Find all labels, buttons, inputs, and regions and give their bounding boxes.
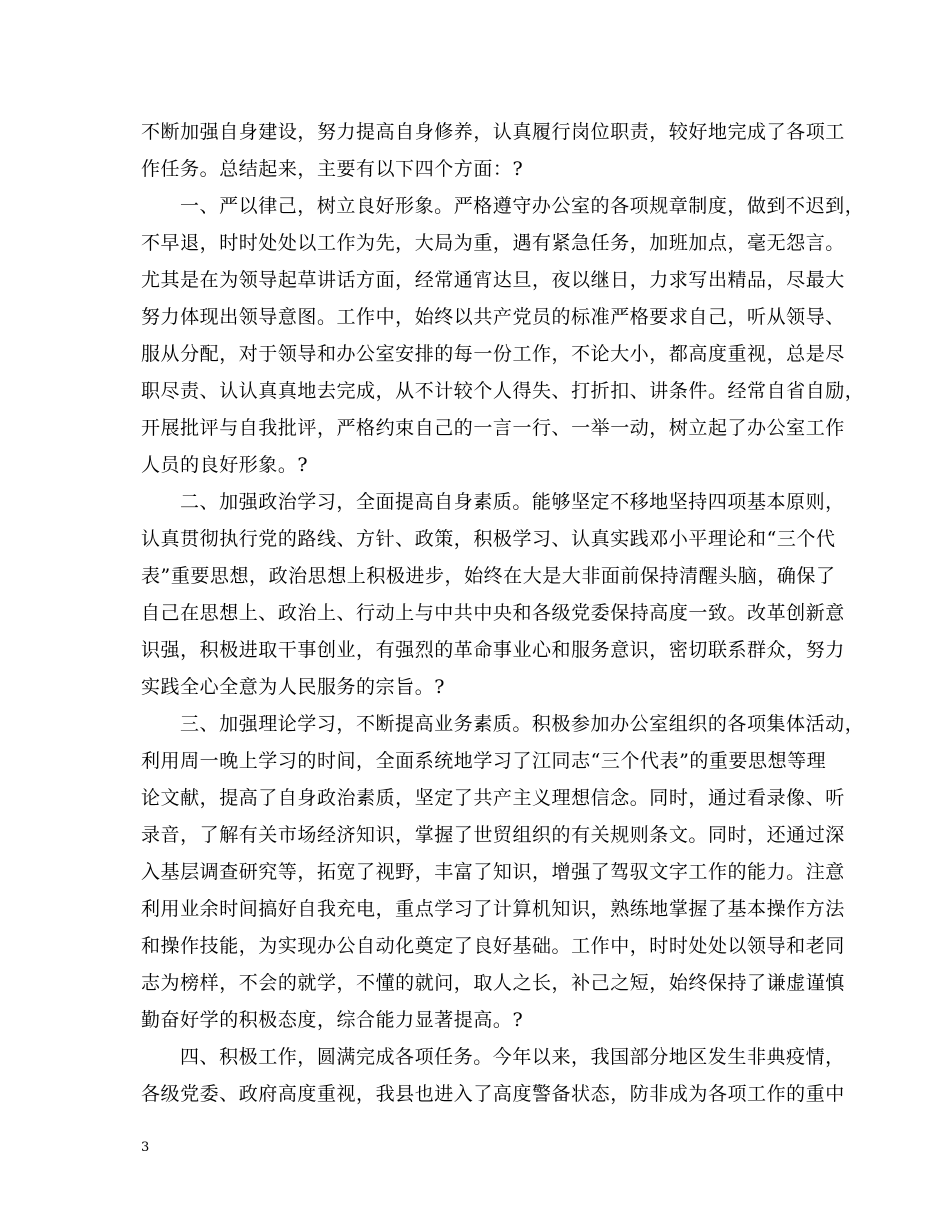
document-body — [141, 114, 865, 1113]
text-line: 入基层调查研究等，拓宽了视野，丰富了知识，增强了驾驭文字工作的能力。注意 — [141, 861, 845, 883]
text-line: 识强，积极进取干事创业，有强烈的革命事业心和服务意识，密切联系群众，努力 — [141, 639, 845, 661]
text-line: 论文献，提高了自身政治素质，坚定了共产主义理想信念。同时，通过看录像、听 — [141, 787, 845, 809]
text-line: 表”重要思想，政治思想上积极进步，始终在大是大非面前保持清醒头脑，确保了 — [141, 565, 836, 587]
text-line: 各级党委、政府高度重视，我县也进入了高度警备状态，防非成为各项工作的重中 — [141, 1083, 845, 1105]
text-line: 志为榜样，不会的就学，不懂的就问，取人之长，补己之短，始终保持了谦虚谨慎 — [141, 972, 845, 994]
text-line: 利用周一晚上学习的时间，全面系统地学习了江同志“三个代表”的重要思想等理 — [141, 750, 827, 772]
text-line: 开展批评与自我批评，严格约束自己的一言一行、一举一动，树立起了办公室工作 — [141, 417, 845, 439]
text-line: 不断加强自身建设，努力提高自身修养，认真履行岗位职责，较好地完成了各项工 — [141, 121, 845, 143]
text-line: 实践全心全意为人民服务的宗旨。? — [141, 676, 445, 698]
text-line: 自己在思想上、政治上、行动上与中共中央和各级党委保持高度一致。改革创新意 — [141, 602, 845, 624]
text-line: 利用业余时间搞好自我充电，重点学习了计算机知识，熟练地掌握了基本操作方法 — [141, 898, 845, 920]
paragraph-1-first-line: 一、严以律己，树立良好形象。严格遵守办公室的各项规章制度，做到不迟到， — [180, 195, 865, 217]
text-line: 和操作技能，为实现办公自动化奠定了良好基础。工作中，时时处处以领导和老同 — [141, 935, 845, 957]
paragraph-2-first-line: 二、加强政治学习，全面提高自身素质。能够坚定不移地坚持四项基本原则， — [180, 491, 845, 513]
paragraph-3-first-line: 三、加强理论学习，不断提高业务素质。积极参加办公室组织的各项集体活动， — [180, 713, 865, 735]
text-line: 服从分配，对于领导和办公室安排的每一份工作，不论大小，都高度重视，总是尽 — [141, 343, 845, 365]
text-line: 认真贯彻执行党的路线、方针、政策，积极学习、认真实践邓小平理论和“三个代 — [141, 528, 836, 550]
text-line: 勤奋好学的积极态度，综合能力显著提高。? — [141, 1009, 524, 1031]
text-line: 人员的良好形象。? — [141, 454, 309, 476]
text-line: 录音，了解有关市场经济知识，掌握了世贸组织的有关规则条文。同时，还通过深 — [141, 824, 845, 846]
text-line: 作任务。总结起来，主要有以下四个方面：? — [141, 158, 524, 180]
paragraph-4-first-line: 四、积极工作，圆满完成各项任务。今年以来，我国部分地区发生非典疫情， — [180, 1046, 845, 1068]
text-line: 不早退，时时处处以工作为先，大局为重，遇有紧急任务，加班加点，毫无怨言。 — [141, 232, 845, 254]
text-line: 努力体现出领导意图。工作中，始终以共产党员的标准严格要求自己，听从领导、 — [141, 306, 845, 328]
text-line: 尤其是在为领导起草讲话方面，经常通宵达旦，夜以继日，力求写出精品，尽最大 — [141, 269, 845, 291]
text-line: 职尽责、认认真真地去完成，从不计较个人得失、打折扣、讲条件。经常自省自励， — [141, 380, 865, 402]
page-number: 3 — [141, 1140, 150, 1155]
